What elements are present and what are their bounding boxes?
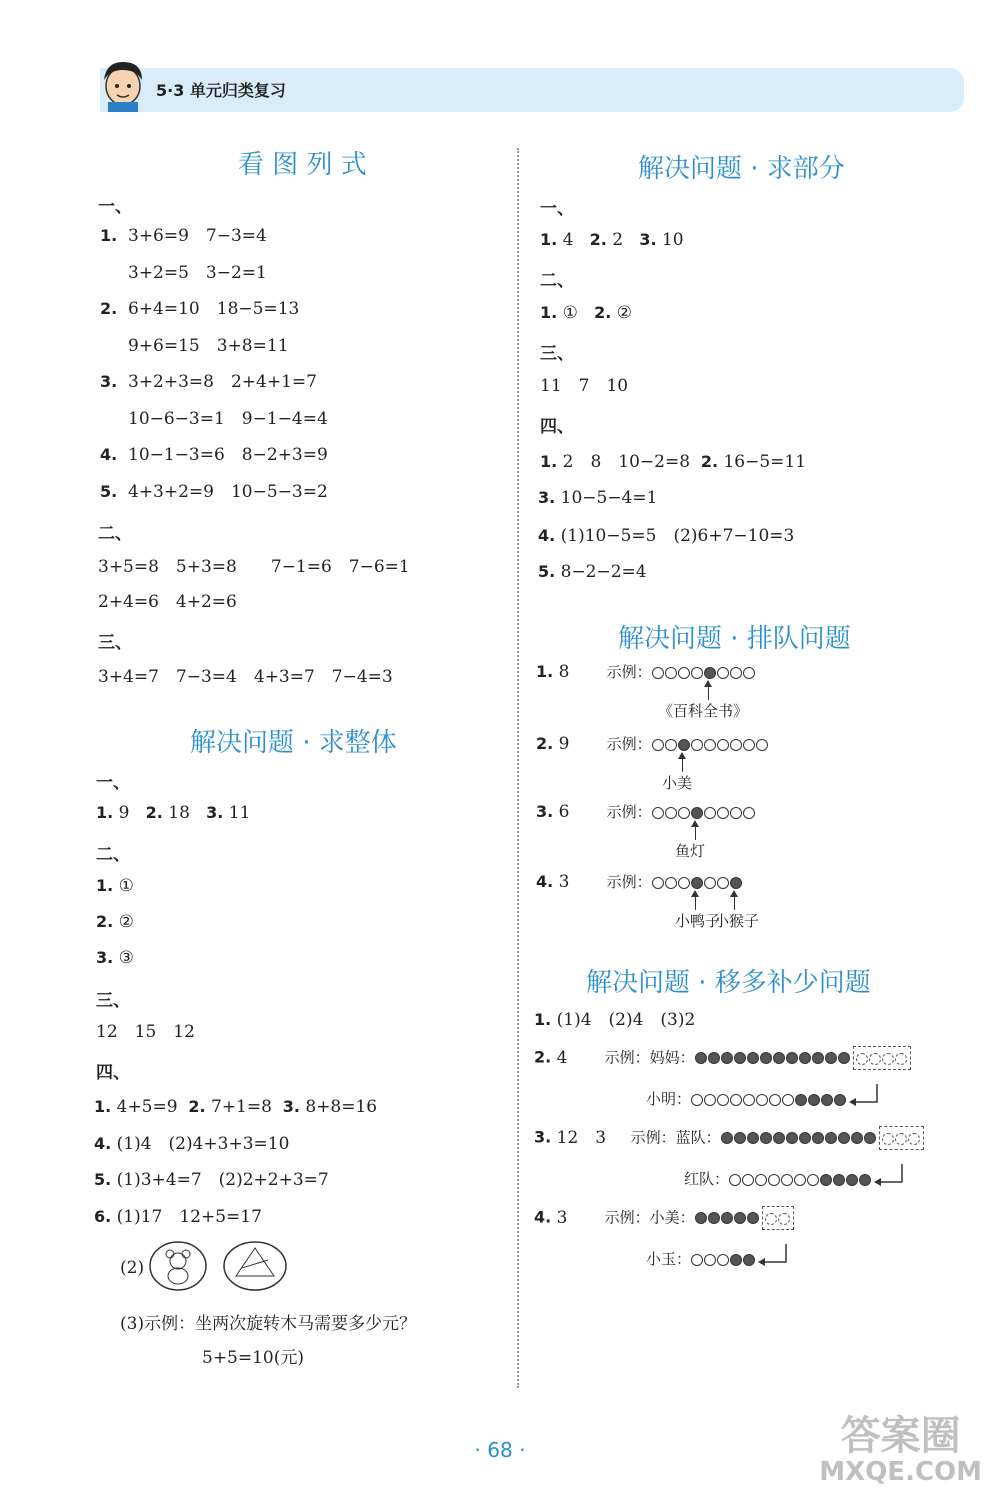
answer-line	[540, 303, 632, 323]
item-value: 3+6=9 7−3=4	[128, 226, 267, 246]
teddy-bear-icon	[148, 1240, 208, 1292]
empty-circle	[717, 1094, 729, 1106]
queue-row	[536, 802, 756, 823]
circle-row	[695, 1046, 911, 1070]
empty-circle	[730, 1094, 742, 1106]
answer-line	[540, 230, 684, 250]
empty-circle	[665, 807, 677, 819]
empty-circle	[717, 807, 729, 819]
item-number: 4.	[536, 872, 554, 891]
item-value: 2 8 10−2=8	[562, 452, 691, 472]
part-heading: 一、	[96, 773, 130, 793]
item-number: 2.	[534, 1047, 552, 1067]
empty-circle	[704, 807, 716, 819]
example-label: 示例：	[606, 803, 652, 821]
answer-line	[100, 445, 328, 465]
move-row	[534, 1206, 794, 1230]
empty-circle	[756, 739, 768, 751]
item-value: 10−6−3=1 9−1−4=4	[128, 408, 328, 429]
item-number: 3.	[206, 803, 224, 822]
empty-circle	[742, 1174, 754, 1186]
empty-circle	[678, 877, 690, 889]
item-number: 1.	[96, 876, 114, 895]
row-a-label: 小美：	[649, 1208, 695, 1227]
item-number: 4.	[94, 1134, 112, 1153]
dashed-circle	[895, 1053, 907, 1065]
filled-circle	[838, 1132, 850, 1144]
dashed-circle	[869, 1053, 881, 1065]
empty-circle	[743, 667, 755, 679]
filled-circle	[730, 877, 742, 889]
item-value: ③	[118, 948, 134, 968]
empty-circle	[704, 877, 716, 889]
filled-circle	[846, 1174, 858, 1186]
item-number: 4.	[100, 445, 118, 464]
answer-line	[96, 912, 134, 932]
item-value: 6+4=10 18−5=13	[128, 299, 300, 319]
queue-label: 鱼灯	[675, 842, 706, 860]
answer-line	[100, 226, 267, 246]
column-divider	[517, 148, 519, 1388]
item-value: 9+6=15 3+8=11	[128, 335, 289, 356]
item-number: 3.	[96, 948, 114, 967]
filled-circle	[859, 1174, 871, 1186]
part-heading: 三、	[540, 344, 574, 364]
queue-label: 小猴子	[714, 912, 760, 930]
section-title: 解决问题 · 求部分	[638, 154, 845, 184]
answer-line	[100, 299, 299, 319]
filled-circle	[812, 1132, 824, 1144]
filled-circle	[773, 1132, 785, 1144]
empty-circle	[769, 1094, 781, 1106]
answer-line: (3)示例：坐两次旋转木马需要多少元？	[120, 1314, 417, 1334]
item-number: 4.	[534, 1207, 552, 1227]
answer-line: 5+5=10(元)	[202, 1348, 305, 1368]
circle-row	[695, 1206, 794, 1230]
queue-label: 小鸭子	[675, 912, 721, 930]
item-value: 8	[558, 662, 570, 682]
empty-circle	[691, 1254, 703, 1266]
answer-line	[96, 876, 134, 896]
filled-circle	[786, 1132, 798, 1144]
empty-circle	[652, 739, 664, 751]
filled-circle	[695, 1212, 707, 1224]
filled-circle	[820, 1174, 832, 1186]
circle-row	[652, 735, 769, 755]
part-heading: 一、	[540, 199, 574, 219]
moved-box	[762, 1206, 794, 1230]
circle-row	[652, 803, 756, 823]
mascot-icon	[98, 56, 148, 112]
item-value: 10−1−3=6 8−2+3=9	[128, 445, 328, 465]
queue-label: 小美	[662, 774, 693, 792]
section-title: 解决问题 · 移多补少问题	[586, 968, 871, 998]
answer-line	[100, 482, 328, 502]
item-value: 12 3	[556, 1127, 607, 1148]
item-number: 1.	[540, 303, 558, 322]
move-row	[534, 1046, 911, 1070]
filled-circle	[808, 1094, 820, 1106]
empty-circle	[781, 1174, 793, 1186]
circle-row	[721, 1126, 924, 1150]
empty-circle	[743, 807, 755, 819]
filled-circle	[760, 1052, 772, 1064]
answer-line	[540, 452, 806, 472]
section-title: 解决问题 · 求整体	[190, 728, 397, 758]
item-number: 4.	[538, 526, 556, 545]
item-number: 3.	[639, 230, 657, 249]
section-title: 看 图 列 式	[238, 150, 367, 180]
part-heading: 二、	[98, 524, 132, 544]
filled-circle	[691, 877, 703, 889]
answer-line	[94, 1207, 262, 1227]
move-arrow-icon	[847, 1084, 881, 1115]
empty-circle	[652, 667, 664, 679]
empty-circle	[743, 1094, 755, 1106]
item-value: 3+2=5 3−2=1	[128, 262, 267, 283]
item-number: 1.	[540, 452, 558, 471]
example-label: 示例：	[604, 1048, 650, 1067]
filled-circle	[734, 1132, 746, 1144]
empty-circle	[756, 1094, 768, 1106]
empty-circle	[782, 1094, 794, 1106]
item-value: ②	[616, 303, 632, 323]
filled-circle	[864, 1132, 876, 1144]
item-number: 1.	[536, 662, 554, 681]
filled-circle	[721, 1052, 733, 1064]
empty-circle	[717, 1254, 729, 1266]
filled-circle	[743, 1254, 755, 1266]
item-value: 16−5=11	[723, 452, 807, 472]
dashed-circle	[882, 1053, 894, 1065]
empty-circle	[704, 1094, 716, 1106]
filled-circle	[812, 1052, 824, 1064]
item-value: 18	[168, 803, 190, 823]
circle-row	[691, 1250, 756, 1270]
item-value: (1)17 12+5=17	[116, 1207, 262, 1227]
filled-circle	[747, 1212, 759, 1224]
pointer-arrow-icon	[695, 896, 696, 910]
answer-line	[100, 372, 317, 392]
item-value: 3	[556, 1207, 568, 1228]
filled-circle	[821, 1094, 833, 1106]
empty-circle	[730, 807, 742, 819]
item-value: (1)3+4=7 (2)2+2+3=7	[116, 1170, 329, 1190]
item-value: ①	[562, 303, 578, 323]
filled-circle	[747, 1052, 759, 1064]
item-value: 3+2+3=8 2+4+1=7	[128, 372, 317, 392]
example-label: 示例：	[606, 873, 652, 891]
empty-circle	[730, 667, 742, 679]
filled-circle	[721, 1212, 733, 1224]
empty-circle	[691, 1094, 703, 1106]
row-b-label: 红队：	[684, 1170, 730, 1188]
item-number: 2.	[100, 299, 118, 318]
watermark-en: MXQE.COM	[819, 1457, 982, 1487]
item-value: 4+5=9	[116, 1097, 178, 1117]
item-value: 8−2−2=4	[560, 562, 647, 582]
item-value: (1)10−5=5 (2)6+7−10=3	[560, 526, 795, 546]
section-title: 解决问题 · 排队问题	[618, 624, 851, 654]
empty-circle	[717, 877, 729, 889]
empty-circle	[652, 807, 664, 819]
move-row	[534, 1126, 924, 1150]
row-b-label: 小玉：	[646, 1250, 692, 1268]
queue-row	[536, 734, 769, 755]
moved-box	[853, 1046, 911, 1070]
item-value: (1)4 (2)4 (3)2	[556, 1010, 696, 1030]
answer-line: 3+5=8 5+3=8 7−1=6 7−6=1	[98, 557, 410, 577]
example-label: 示例：	[606, 663, 652, 681]
empty-circle	[730, 739, 742, 751]
move-arrow-icon	[872, 1164, 906, 1195]
filled-circle	[734, 1212, 746, 1224]
empty-circle	[717, 739, 729, 751]
item-value: 10	[661, 230, 684, 250]
answer-line	[538, 526, 794, 546]
filled-circle	[730, 1254, 742, 1266]
item-value: 3	[558, 872, 570, 892]
part-heading: 四、	[540, 417, 574, 437]
answer-line	[96, 803, 250, 823]
watermark	[819, 1414, 982, 1486]
item-number: 6.	[94, 1207, 112, 1226]
filled-circle	[747, 1132, 759, 1144]
filled-circle	[786, 1052, 798, 1064]
empty-circle	[729, 1174, 741, 1186]
filled-circle	[704, 667, 716, 679]
answer-line: 2+4=6 4+2=6	[98, 592, 237, 612]
part-heading: 二、	[540, 271, 574, 291]
item-value: 7+1=8	[211, 1097, 272, 1117]
filled-circle	[799, 1052, 811, 1064]
answer-line	[534, 1010, 695, 1030]
answer-line	[94, 1097, 377, 1117]
item-value: (1)4 (2)4+3+3=10	[116, 1134, 290, 1154]
answer-line	[94, 1134, 289, 1154]
filled-circle	[838, 1052, 850, 1064]
answer-line: 3+4=7 7−3=4 4+3=7 7−4=3	[98, 667, 393, 687]
dashed-circle	[765, 1213, 777, 1225]
move-row-b	[646, 1084, 881, 1115]
item-value: ②	[118, 912, 134, 932]
empty-circle	[652, 877, 664, 889]
circle-row	[691, 1090, 847, 1110]
filled-circle	[760, 1132, 772, 1144]
item-number: 1.	[100, 226, 118, 245]
item-value: 2	[612, 230, 624, 250]
item-number: 1.	[96, 803, 114, 822]
move-arrow-icon	[756, 1244, 790, 1275]
item-value: 11	[228, 803, 251, 823]
dashed-circle	[856, 1053, 868, 1065]
empty-circle	[691, 739, 703, 751]
filled-circle	[708, 1212, 720, 1224]
pointer-arrow-icon	[682, 758, 683, 772]
item-number: 3.	[538, 488, 556, 507]
move-row-b	[646, 1244, 790, 1275]
filled-circle	[795, 1094, 807, 1106]
item-value: 10−5−4=1	[560, 488, 658, 508]
answer-line	[96, 948, 134, 968]
filled-circle	[721, 1132, 733, 1144]
empty-circle	[717, 667, 729, 679]
item-value: 6	[558, 802, 570, 822]
row-b-label: 小明：	[646, 1090, 692, 1108]
row-a-label: 蓝队：	[675, 1128, 721, 1147]
filled-circle	[834, 1094, 846, 1106]
empty-circle	[794, 1174, 806, 1186]
empty-circle	[704, 739, 716, 751]
queue-label: 《百科全书》	[658, 702, 749, 720]
empty-circle	[807, 1174, 819, 1186]
answer-line: (2)	[120, 1258, 145, 1278]
item-number: 1.	[94, 1097, 112, 1116]
item-number: 5.	[538, 562, 556, 581]
item-number: 2.	[594, 303, 612, 322]
empty-circle	[665, 739, 677, 751]
answer-line: 12 15 12	[96, 1022, 195, 1042]
item-number: 2.	[145, 803, 163, 822]
watermark-cn: 答案圈	[840, 1413, 961, 1459]
answer-line	[94, 1170, 329, 1190]
part-heading: 三、	[98, 633, 132, 653]
item-number: 5.	[100, 481, 118, 501]
filled-circle	[708, 1052, 720, 1064]
filled-circle	[825, 1132, 837, 1144]
answer-line	[100, 409, 328, 429]
empty-circle	[755, 1174, 767, 1186]
answer-line	[538, 562, 647, 582]
row-a-label: 妈妈：	[649, 1048, 695, 1067]
dashed-circle	[908, 1133, 920, 1145]
queue-row	[536, 662, 756, 683]
item-number: 1.	[540, 230, 558, 249]
filled-circle	[691, 807, 703, 819]
item-number: 5.	[94, 1170, 112, 1189]
answer-line: 11 7 10	[540, 376, 629, 396]
empty-circle	[768, 1174, 780, 1186]
move-row-b	[684, 1164, 906, 1195]
part-heading: 一、	[98, 197, 132, 217]
dashed-circle	[895, 1133, 907, 1145]
part-heading: 二、	[96, 845, 130, 865]
filled-circle	[851, 1132, 863, 1144]
item-value: 4	[556, 1047, 568, 1068]
answer-line	[100, 263, 267, 283]
carousel-icon	[222, 1240, 288, 1292]
item-value: 4+3+2=9 10−5−3=2	[128, 481, 328, 502]
item-value: ①	[118, 876, 134, 896]
part-heading: 三、	[96, 991, 130, 1011]
filled-circle	[695, 1052, 707, 1064]
pointer-arrow-icon	[708, 686, 709, 700]
dashed-circle	[882, 1133, 894, 1145]
filled-circle	[833, 1174, 845, 1186]
moved-box	[879, 1126, 924, 1150]
answer-line	[538, 488, 657, 508]
item-number: 3.	[536, 802, 554, 821]
filled-circle	[773, 1052, 785, 1064]
item-value: 4	[562, 230, 574, 250]
item-number: 2.	[96, 912, 114, 931]
filled-circle	[734, 1052, 746, 1064]
queue-row	[536, 872, 743, 893]
item-number: 2.	[700, 452, 719, 471]
empty-circle	[665, 877, 677, 889]
header-title: 5·3 单元归类复习	[156, 81, 286, 100]
pointer-arrow-icon	[734, 896, 735, 910]
empty-circle	[704, 1254, 716, 1266]
dashed-circle	[778, 1213, 790, 1225]
empty-circle	[743, 739, 755, 751]
answer-line	[100, 336, 289, 356]
item-number: 3.	[534, 1127, 552, 1147]
pointer-arrow-icon	[695, 826, 696, 840]
part-heading: 四、	[96, 1063, 130, 1083]
item-number: 2.	[536, 734, 554, 753]
empty-circle	[678, 807, 690, 819]
empty-circle	[691, 667, 703, 679]
page-number: · 68 ·	[474, 1438, 526, 1462]
item-number: 3.	[282, 1097, 300, 1116]
empty-circle	[678, 667, 690, 679]
circle-row	[729, 1170, 872, 1190]
item-value: 8+8=16	[305, 1097, 378, 1117]
example-label: 示例：	[630, 1128, 676, 1147]
filled-circle	[799, 1132, 811, 1144]
item-number: 1.	[534, 1010, 552, 1029]
item-number: 2.	[188, 1097, 206, 1116]
example-label: 示例：	[606, 735, 652, 753]
filled-circle	[825, 1052, 837, 1064]
empty-circle	[665, 667, 677, 679]
item-value: 9	[558, 734, 570, 754]
item-number: 3.	[100, 372, 118, 391]
item-value: 9	[118, 803, 130, 823]
item-number: 2.	[589, 230, 607, 249]
example-label: 示例：	[604, 1208, 650, 1227]
filled-circle	[678, 739, 690, 751]
